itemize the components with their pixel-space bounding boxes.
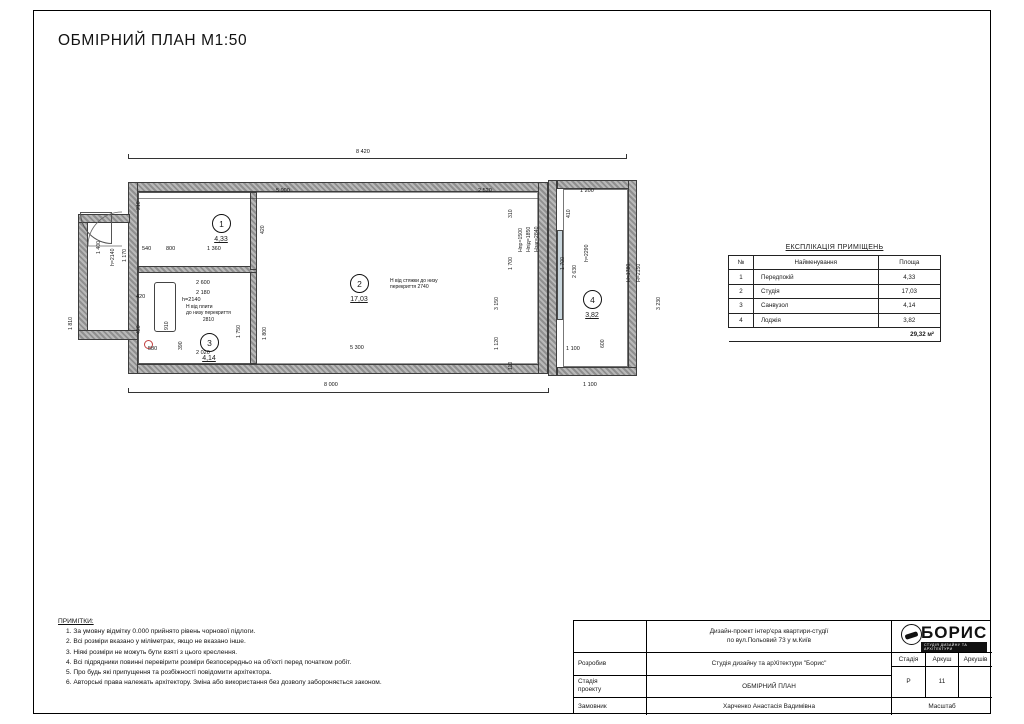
client-label: Замовник [578,702,607,710]
note-item: 2. Всі розміри вказано у міліметрах, якщо не вказано інше. [66,638,246,646]
studio-logo [901,623,987,649]
dim-1700-a: 1 700 [508,257,514,270]
dim-910: 910 [164,321,170,330]
col-header-sheet: Аркуш [932,655,952,663]
room-area-1: 4,33 [214,236,228,243]
logo-subtitle: СТУДІЯ ДИЗАЙНУ ТА АРХІТЕКТУРИ [921,642,987,652]
dim-H2150: H=2150 [636,263,642,282]
wall-loggia-top [557,180,637,189]
dim-1750: 1 750 [236,325,242,338]
cell-num: 1 [729,270,754,284]
page-title: ОБМІРНИЙ ПЛАН М1:50 [58,32,248,49]
dim-hpr-1500: Hпр=1500 [518,227,524,252]
notes-header: ПРИМІТКИ: [58,618,94,625]
dim-800: 800 [166,246,176,252]
note-item: 4. Всі підрядники повинні перевірити розміри безпосередньо на об'єкті перед початком робіт. [66,658,352,666]
table-total-row [729,327,941,341]
dim-410: 410 [566,209,572,218]
wall-bath-horizontal [138,266,257,273]
dim-1400: 1 400 [96,241,102,254]
dim-310: 310 [508,209,514,218]
wall-bath-vertical [250,270,257,364]
dim-390: 390 [178,341,184,350]
developer-value: Студія дизайну та арХітектури "Борис" [711,660,827,667]
explication-block [728,244,941,342]
note-item: 5. Про будь які припущення та розбіжності повідомити архітектора. [66,669,272,677]
cell-name: Студія [754,284,879,298]
table-row [729,284,941,298]
dim-bottom-inner: 5 300 [350,345,364,351]
room-area-2: 17,03 [350,296,368,303]
room-area-3: 4,14 [202,355,216,362]
dim-h2290: h=2290 [584,244,590,262]
col-header-stage: Стадія [898,655,919,663]
dim-H1780: H=1780 [626,263,632,282]
col-header-area: Площа [878,256,941,270]
logo-text: БОРИС [921,623,988,642]
room-marker-2: 2 [350,274,369,293]
note-item: 1. За умовну відмітку 0.000 прийнято рівень чорнової підлоги. [66,628,256,636]
total-spacer2 [754,327,879,341]
room-loggia [563,189,628,367]
sheet-name: ОБМІРНИЙ ПЛАН [742,682,796,690]
cell-name: Санвузол [754,299,879,313]
col-header-sheets: Аркушів [963,655,988,663]
notes-block [58,617,382,689]
wall-loggia-divider [548,180,557,376]
dim-loggia-bottom: 1 100 [583,382,597,388]
ceiling-note-2: H від плити до низу перекриття 2810 [186,304,231,323]
dim-1170: 1 170 [122,249,128,262]
wall-bottom [128,361,548,374]
dimline-top-overall [128,158,626,159]
dim-1810: 1 810 [68,317,74,330]
wall-hall-right [250,192,257,270]
scale-label: Масштаб [928,702,956,710]
dim-loggia-top: 1 200 [580,188,594,194]
value-stage: Р [906,678,911,685]
dim-540: 540 [142,246,152,252]
col-header-num: № [729,256,754,270]
room-marker-1: 1 [212,214,231,233]
explication-title: ЕКСПЛІКАЦІЯ ПРИМІЩЕНЬ [785,244,884,251]
dim-2600: 2 600 [196,280,210,286]
col-header-name: Найменування [754,256,879,270]
wall-loggia-bottom [557,367,637,376]
client-value: Харченко Анастасія Вадимівна [722,702,816,710]
dim-2180: 2 180 [196,290,210,296]
cell-num: 4 [729,313,754,327]
developer-label: Розробив [578,660,607,667]
dim-2630: 2 630 [572,265,578,278]
value-sheet: 11 [938,678,946,685]
dimline-top-chain [138,198,538,199]
dim-420-b: 420 [136,325,142,334]
dim-1700-b: 1 700 [560,257,566,270]
dim-3230: 3 230 [656,297,662,310]
dim-2020: 2 020 [196,350,210,356]
dim-hzag-2840: Hзаг=2840 [534,226,540,252]
cell-area: 3,82 [878,313,941,327]
dim-1800: 1 800 [262,327,268,340]
explication-table [728,255,941,342]
table-header-row [729,256,941,270]
dim-h2140-top: h=2140 [182,297,201,303]
wall-entry-bottom [78,330,138,340]
dim-600: 600 [600,339,606,348]
dim-h2140-left: h=2140 [110,248,116,266]
dim-top-right-seg: 2 520 [478,188,492,194]
cell-name: Передпокій [754,270,879,284]
dim-3150: 3 150 [494,297,500,310]
cell-name: Лоджія [754,313,879,327]
value-sheets [959,666,992,697]
stage-label: Стадія проекту [578,678,602,693]
wall-right-inner [538,182,548,374]
dim-bottom-overall: 8 000 [324,382,338,388]
table-row [729,270,941,284]
dim-top-overall: 8 420 [356,149,370,155]
cell-num: 2 [729,284,754,298]
dim-top-left-seg: 5 900 [276,188,290,194]
dim-1120: 1 120 [494,337,500,350]
title-block [573,620,991,714]
room-area-4: 3,82 [585,312,599,319]
dim-580: 580 [148,346,158,352]
cell-area: 4,33 [878,270,941,284]
cell-area: 4,14 [878,299,941,313]
room-hall [138,192,256,270]
floor-plan [60,149,700,410]
total-area: 29,32 м² [878,327,941,341]
dim-420-top: 420 [260,225,266,234]
room-marker-3: 3 [200,333,219,352]
dim-110: 110 [508,361,514,370]
dim-1360: 1 360 [207,246,221,252]
cell-area: 17,03 [878,284,941,298]
table-row [729,313,941,327]
room-marker-4: 4 [583,290,602,309]
dim-hpid-1850: Hпід=1850 [526,226,532,252]
dim-210: 210 [136,201,142,210]
logo-circle-icon [901,624,922,645]
dim-loggia-1100: 1 100 [566,346,580,352]
note-item: 3. Ніякі розміри не можуть бути взяті з цього креслення. [66,648,238,656]
cell-num: 3 [729,299,754,313]
table-row [729,299,941,313]
total-spacer [729,327,754,341]
dimline-bottom-overall [128,392,548,393]
note-item: 6. Авторські права належать архітектору. Зміна або використання без дозволу забороняється законом. [66,679,382,687]
ceiling-note-1: H від стяжки до низу перекриття 2740 [390,278,438,291]
project-title: Дизайн-проект інтер'єра квартири-студії по вул.Польовий 73 у м.Київ [709,627,829,644]
dim-420-a: 420 [136,294,146,300]
